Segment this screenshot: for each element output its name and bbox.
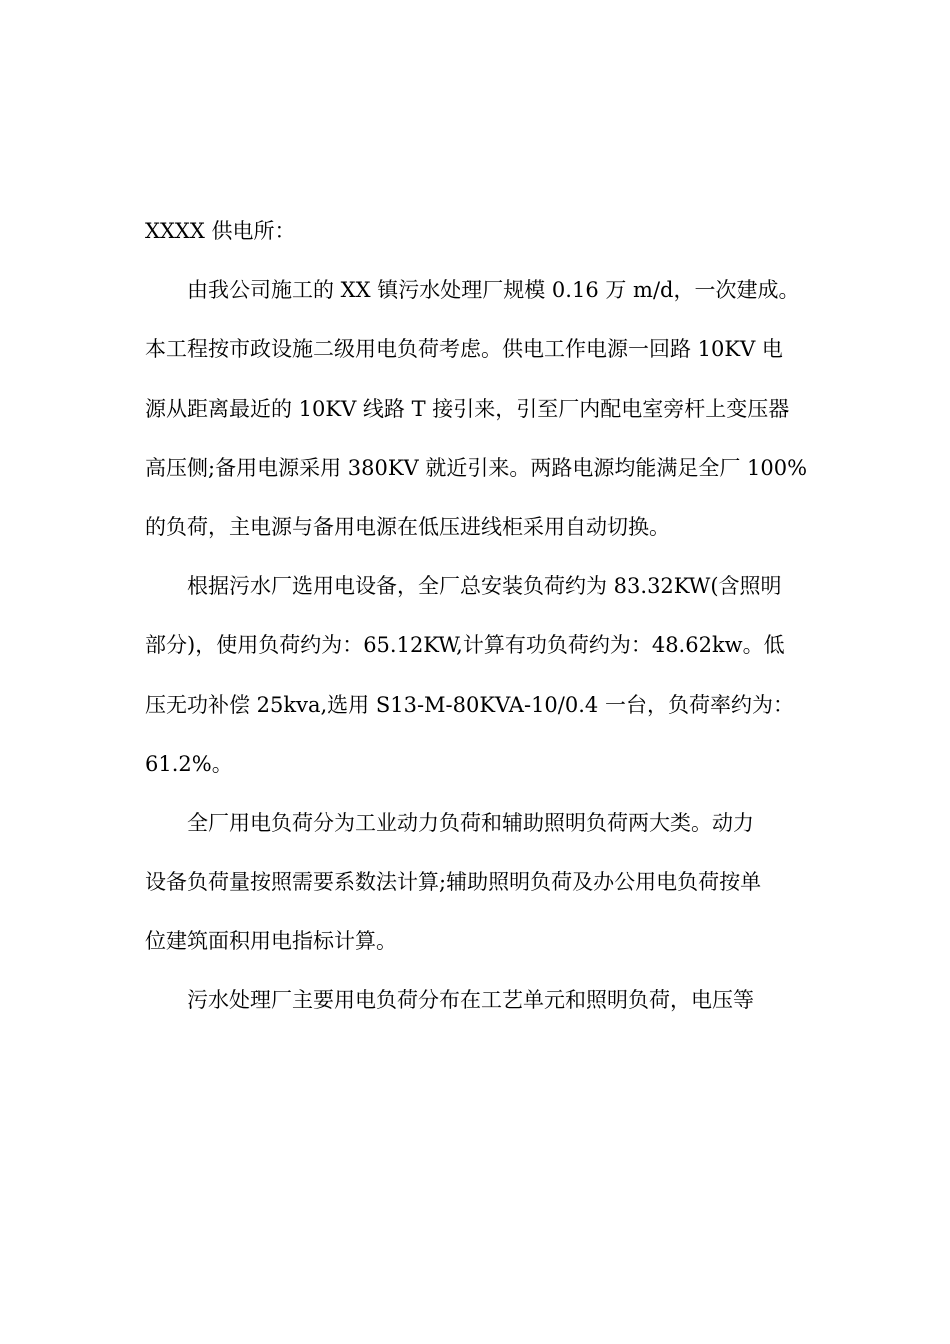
paragraph-line: 部分)，使用负荷约为：65.12KW,计算有功负荷约为：48.62kw。低	[145, 633, 785, 658]
paragraph-line: 由我公司施工的 XX 镇污水处理厂规模 0.16 万 m/d，一次建成。	[187, 278, 800, 303]
paragraph-load-classification	[145, 794, 810, 972]
paragraph-line: 位建筑面积用电指标计算。	[145, 929, 397, 954]
salutation: XXXX 供电所：	[145, 219, 296, 243]
paragraph-line: 61.2%。	[145, 751, 233, 776]
paragraph-line: 本工程按市政设施二级用电负荷考虑。供电工作电源一回路 10KV 电	[145, 337, 783, 362]
paragraph-power-supply	[145, 261, 810, 557]
paragraph-line: 高压侧;备用电源采用 380KV 就近引来。两路电源均能满足全厂 100%	[145, 455, 808, 480]
paragraph-line: 全厂用电负荷分为工业动力负荷和辅助照明负荷两大类。动力	[187, 810, 754, 835]
paragraph-load-distribution	[145, 971, 810, 1030]
paragraph-line: 污水处理厂主要用电负荷分布在工艺单元和照明负荷，电压等	[187, 988, 754, 1013]
paragraph-line: 设备负荷量按照需要系数法计算;辅助照明负荷及办公用电负荷按单	[145, 870, 762, 895]
paragraph-load-calculation	[145, 557, 810, 794]
paragraph-line: 根据污水厂选用电设备，全厂总安装负荷约为 83.32KW(含照明	[187, 574, 782, 599]
paragraph-line: 源从距离最近的 10KV 线路 T 接引来，引至厂内配电室旁杆上变压器	[145, 396, 790, 421]
document-body	[145, 202, 810, 1031]
paragraph-line: 压无功补偿 25kva,选用 S13-M-80KVA-10/0.4 一台，负荷率约为：	[145, 692, 794, 717]
paragraph-line: 的负荷，主电源与备用电源在低压进线柜采用自动切换。	[145, 514, 670, 539]
